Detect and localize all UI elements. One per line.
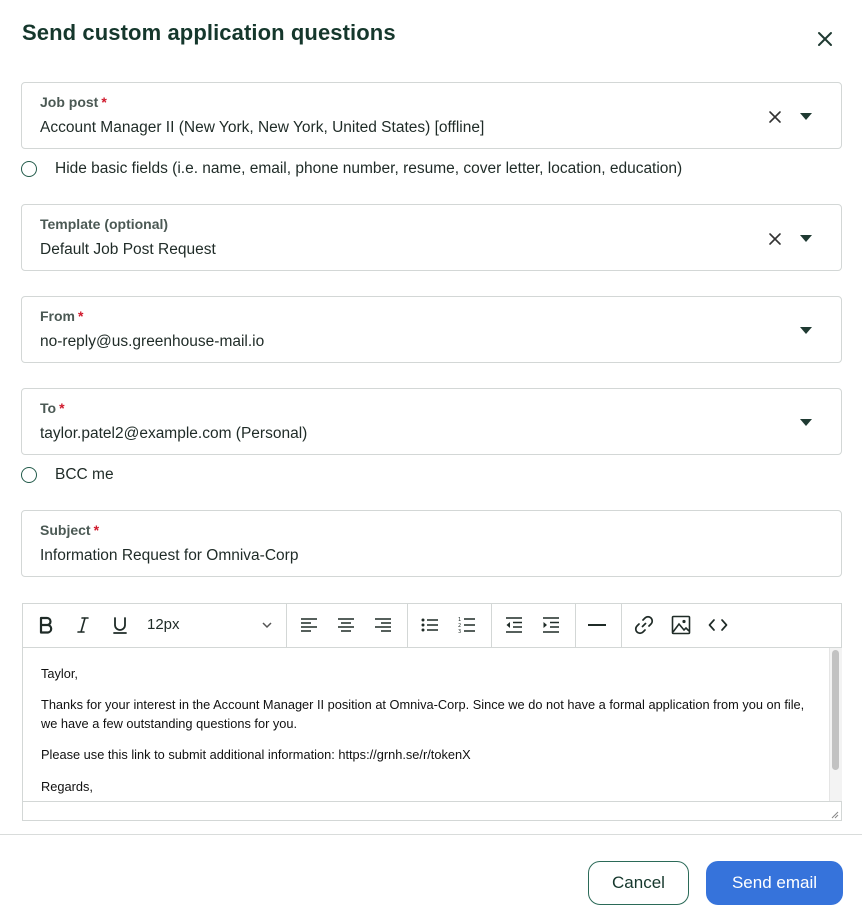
from-label: From [40, 308, 75, 324]
chevron-down-icon[interactable] [800, 113, 812, 120]
bullet-list-button[interactable] [419, 614, 441, 636]
hide-basic-fields-label: Hide basic fields (i.e. name, email, phone number, resume, cover letter, location, education) [55, 160, 683, 177]
job-post-label: Job post [40, 94, 99, 110]
close-icon [812, 26, 838, 52]
link-button[interactable] [633, 614, 655, 636]
svg-text:3: 3 [458, 629, 462, 634]
indent-icon [542, 617, 560, 633]
from-select[interactable] [21, 296, 842, 363]
chevron-down-icon[interactable] [800, 327, 812, 334]
required-mark: * [78, 308, 84, 324]
subject-label: Subject [40, 522, 91, 538]
to-value: taylor.patel2@example.com (Personal) [40, 425, 308, 442]
underline-icon [112, 616, 128, 634]
required-mark: * [93, 522, 100, 538]
from-value: no-reply@us.greenhouse-mail.io [40, 333, 265, 350]
email-body-editor [22, 603, 842, 821]
horizontal-rule-button[interactable] [586, 614, 608, 636]
chevron-down-icon[interactable] [800, 235, 812, 242]
outdent-button[interactable] [503, 614, 525, 636]
align-left-button[interactable] [298, 614, 320, 636]
toolbar-divider [491, 604, 492, 647]
align-center-icon [337, 617, 355, 633]
subject-input[interactable]: Information Request for Omniva-Corp [40, 547, 299, 564]
toolbar-divider [286, 604, 287, 647]
clear-icon [766, 108, 784, 126]
editor-scrollbar[interactable] [829, 648, 842, 801]
job-post-select[interactable] [21, 82, 842, 149]
bcc-label: BCC me [55, 466, 114, 483]
required-mark: * [59, 400, 65, 416]
link-icon [634, 615, 654, 635]
outdent-icon [505, 617, 523, 633]
bold-icon [38, 616, 54, 634]
align-right-icon [374, 617, 392, 633]
image-button[interactable] [670, 614, 692, 636]
toolbar-divider [407, 604, 408, 647]
align-left-icon [300, 617, 318, 633]
body-paragraph: Please use this link to submit additional information: https://grnh.se/r/tokenX [41, 747, 471, 762]
italic-button[interactable] [72, 614, 94, 636]
svg-text:2: 2 [458, 623, 462, 629]
email-body-content[interactable] [23, 648, 829, 801]
chevron-down-icon[interactable] [261, 618, 273, 636]
bcc-row [21, 465, 114, 485]
svg-text:1: 1 [458, 617, 462, 623]
bullet-list-icon [421, 617, 439, 633]
to-select[interactable] [21, 388, 842, 455]
send-email-button[interactable]: Send email [706, 861, 843, 905]
body-paragraph: Regards, [41, 779, 93, 794]
indent-button[interactable] [540, 614, 562, 636]
template-select[interactable] [21, 204, 842, 271]
subject-field[interactable] [21, 510, 842, 577]
close-button[interactable] [812, 26, 838, 52]
image-icon [671, 615, 691, 635]
align-right-button[interactable] [372, 614, 394, 636]
toolbar-divider [575, 604, 576, 647]
scrollbar-thumb[interactable] [832, 650, 839, 770]
required-mark: * [101, 94, 107, 110]
template-value: Default Job Post Request [40, 241, 216, 258]
job-post-value: Account Manager II (New York, New York, United States) [offline] [40, 119, 485, 136]
font-size-select[interactable]: 12px [147, 616, 180, 633]
align-center-button[interactable] [335, 614, 357, 636]
numbered-list-icon [458, 616, 476, 634]
to-label: To [40, 400, 57, 416]
body-paragraph: Thanks for your interest in the Account Manager II position at Omniva-Corp. Since we do not have a formal application from you on file, we have a few outstanding questions for you. [41, 697, 805, 731]
editor-toolbar [23, 604, 841, 648]
numbered-list-button[interactable] [456, 614, 478, 636]
italic-icon [75, 616, 91, 634]
underline-button[interactable] [109, 614, 131, 636]
template-clear-button[interactable] [766, 230, 784, 248]
code-view-button[interactable] [707, 614, 729, 636]
resize-handle-icon[interactable] [829, 809, 839, 819]
template-label: Template (optional) [40, 216, 169, 232]
bold-button[interactable] [35, 614, 57, 636]
dialog-title: Send custom application questions [22, 20, 396, 45]
cancel-button[interactable]: Cancel [588, 861, 689, 905]
hide-basic-fields-row [21, 159, 682, 179]
toolbar-divider [621, 604, 622, 647]
code-icon [708, 617, 728, 633]
editor-statusbar [23, 801, 841, 821]
clear-icon [766, 230, 784, 248]
horizontal-rule-icon [587, 617, 607, 633]
job-post-clear-button[interactable] [766, 108, 784, 126]
chevron-down-icon[interactable] [800, 419, 812, 426]
bcc-checkbox[interactable] [21, 467, 37, 483]
body-paragraph: Taylor, [41, 666, 78, 681]
footer-divider [0, 834, 862, 835]
hide-basic-fields-checkbox[interactable] [21, 161, 37, 177]
